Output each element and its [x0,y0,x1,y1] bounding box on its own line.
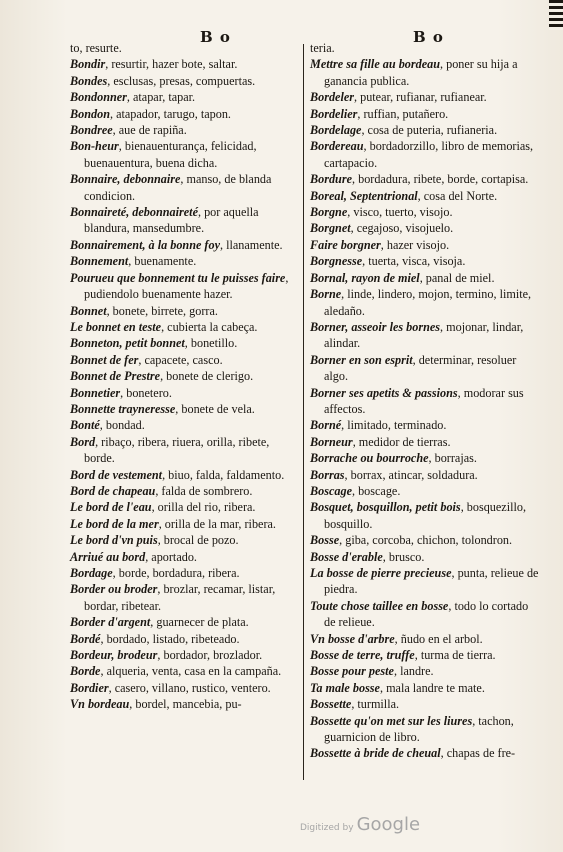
entry-headword: Bon-heur [70,139,119,154]
entry-definition: , atapar, tapar. [126,90,196,105]
entry-definition: , mojonar, lindar, alindar. [324,319,524,351]
entry-definition: , bonetillo. [184,336,238,351]
dictionary-entry [70,499,298,515]
entry-headword: Bondonner [70,90,127,105]
dictionary-entry [70,680,298,696]
dictionary-entry [70,368,298,384]
entry-definition: , bonete de vela. [175,401,255,416]
entry-definition: , ribaço, ribera, riuera, orilla, ribete, borde. [84,434,270,466]
entry-headword: Bordé [70,631,101,646]
entry-definition: , bordadorzillo, libro de memorias, cartapacio. [324,139,534,170]
entry-definition: , falda de sombrero. [155,483,253,498]
dictionary-entry [310,434,542,450]
dictionary-entry [310,631,542,647]
entry-headword: Boreal, Septentrional [310,188,418,203]
entry-definition: , cosa de puteria, rufianeria. [361,123,498,138]
dictionary-entry [310,499,542,532]
left-column [70,40,298,713]
entry-definition: , bordado, listado, ribeteado. [100,631,240,646]
entry-headword: Bossette à bride de cheual [310,746,441,761]
entry-definition: , cegajoso, visojuelo. [350,221,454,236]
entry-headword: La bosse de pierre precieuse [310,566,452,580]
entry-definition: , modorar sus affectos. [324,385,524,416]
entry-definition: , panal de miel. [419,270,495,285]
entry-definition: , poner su hija a ganancia publica. [324,57,518,88]
dictionary-entry [70,237,298,253]
dictionary-entry [310,237,542,253]
entry-definition: , limitado, terminado. [341,418,447,433]
entry-headword: Boscage [310,483,352,498]
dictionary-entry [310,286,542,319]
entry-headword: Bonnet de fer [70,352,139,367]
dictionary-entry [310,549,542,565]
dictionary-entry [310,56,542,89]
entry-definition: , biuo, falda, faldamento. [162,467,285,482]
entry-headword: Le bord de l'eau [70,500,152,515]
entry-headword: Toute chose taillee en bosse [310,598,449,613]
entry-headword: Bondon [70,106,110,121]
entry-definition: , resurtir, hazer bote, saltar. [105,57,238,72]
entry-definition: , medidor de tierras. [352,434,451,449]
entry-headword: Bondir [70,57,106,72]
entry-definition: , visco, tuerto, visojo. [347,205,453,220]
entry-definition: , bienauenturança, felicidad, buenauentura, buena dicha. [84,139,257,170]
entry-definition: teria. [310,41,335,55]
entry-headword: Bonnement [70,254,129,269]
dictionary-entry [70,204,298,237]
entry-definition: , turma de tierra. [414,648,496,663]
entry-definition: , borrax, atincar, soldadura. [344,467,478,482]
entry-headword: Le bord de la mer [70,516,159,531]
dictionary-entry [70,549,298,565]
entry-headword: Borde [70,664,101,679]
entry-definition: , casero, villano, rustico, ventero. [108,680,271,695]
dictionary-entry [310,89,542,105]
entry-definition: , bonete, birrete, gorra. [106,303,218,318]
dictionary-entry [310,385,542,418]
dictionary-entry [70,614,298,630]
entry-definition: , punta, relieue de piedra. [324,566,539,597]
entry-headword: Bonnaireté, debonnaireté [70,205,198,220]
entry-definition: , manso, de blanda condicion. [84,172,272,203]
entry-headword: Bordier [70,680,109,695]
entry-headword: Bondes [70,73,108,88]
dictionary-entry [70,663,298,679]
entry-headword: Faire borgner [310,237,381,252]
entry-headword: Borgne [310,205,348,220]
dictionary-entry [310,40,542,56]
dictionary-entry [70,89,298,105]
dictionary-entry [310,220,542,236]
entry-headword: Borras [310,467,345,482]
dictionary-entry [310,532,542,548]
entry-definition: , chapas de fre- [440,746,516,761]
entry-definition: , mala landre te mate. [379,680,485,695]
entry-definition: , guarnecer de plata. [150,615,249,630]
entry-definition: , tuerta, visca, visoja. [362,254,466,269]
entry-headword: Borné [310,418,342,433]
entry-headword: Bonnet de Prestre [70,369,161,384]
dictionary-entry [310,138,542,171]
dictionary-entry [310,204,542,220]
entry-headword: Borne [310,287,342,302]
entry-headword: Bosquet, bosquillon, petit bois [310,500,461,515]
dictionary-entry [70,434,298,467]
dictionary-entry [70,171,298,204]
entry-definition: , giba, corcoba, chichon, tolondron. [339,533,513,548]
dictionary-entry [310,122,542,138]
dictionary-entry [310,188,542,204]
entry-definition: , determinar, resoluer algo. [324,352,517,384]
entry-headword: Pourueu que bonnement tu le puisses faire [70,270,286,285]
entry-headword: Bonnette trayneresse [70,401,176,416]
entry-definition: , hazer visojo. [380,237,450,252]
entry-definition: , capacete, casco. [138,352,223,367]
dictionary-entry [70,647,298,663]
dictionary-entry [310,483,542,499]
entry-headword: Bordeler [310,90,355,105]
dictionary-entry [70,138,298,171]
dictionary-entry [310,171,542,187]
entry-headword: Bonnairement, à la bonne foy [70,237,220,252]
entry-headword: Bosse [310,533,340,548]
entry-definition: , todo lo cortado de relieue. [324,598,529,630]
entry-headword: Bord [70,434,96,449]
entry-headword: Bordeur, brodeur [70,648,158,663]
entry-definition: , tachon, guarnicion de libro. [324,713,514,745]
dictionary-entry [310,417,542,433]
entry-headword: Le bonnet en teste [70,319,162,334]
entry-headword: Vn bordeau [70,697,130,712]
google-logo: Google [356,814,421,835]
dictionary-entry [310,745,542,761]
dictionary-entry [70,270,298,303]
entry-definition: , linde, lindero, mojon, termino, limite, aledaño. [324,287,532,318]
entry-definition: , atapador, tarugo, tapon. [109,106,231,121]
dictionary-entry [70,696,298,712]
entry-headword: Borneur [310,434,353,449]
entry-headword: Borgnet [310,221,351,236]
dictionary-entry [310,663,542,679]
entry-definition: , alqueria, venta, casa en la campaña. [100,664,282,679]
entry-definition: , llanamente. [220,237,283,252]
entry-headword: Bordereau [310,139,364,154]
entry-headword: Bonnetier [70,385,121,400]
entry-definition: , pudiendolo buenamente hazer. [84,270,289,302]
entry-definition: , bordel, mancebia, pu- [129,697,242,712]
entry-headword: Mettre sa fille au bordeau [310,57,440,72]
entry-definition: , ñudo en el arbol. [394,631,483,646]
entry-definition: , borrajas. [428,451,477,466]
entry-definition: , bordador, brozlador. [157,648,263,663]
entry-definition: , brocal de pozo. [157,533,239,548]
entry-headword: Bord de chapeau [70,483,156,498]
dictionary-entry [70,122,298,138]
entry-headword: Bornal, rayon de miel [310,270,420,285]
dictionary-entry [310,565,542,598]
dictionary-entry [310,467,542,483]
dictionary-entry [70,581,298,614]
entry-definition: , borde, bordadura, ribera. [112,566,240,580]
entry-headword: Borner ses apetits & passions [310,385,458,400]
running-head-left: B o [200,28,231,46]
dictionary-entry [70,73,298,89]
dictionary-entry [70,631,298,647]
entry-headword: Bordage [70,566,113,580]
entry-headword: Bordure [310,172,352,187]
entry-headword: Bord de vestement [70,467,163,482]
entry-headword: Border ou broder [70,582,158,597]
entry-definition: , bonete de clerigo. [160,369,254,384]
dictionary-entry [70,335,298,351]
entry-definition: , ruffian, putañero. [357,106,449,121]
dictionary-entry [70,319,298,335]
dictionary-entry [70,483,298,499]
dictionary-entry [310,253,542,269]
dictionary-entry [70,417,298,433]
entry-definition: , putear, rufianar, rufianear. [354,90,487,105]
entry-definition: , orilla del rio, ribera. [151,500,256,515]
entry-definition: , bondad. [99,418,145,433]
dictionary-entry [310,696,542,712]
entry-headword: Bosse d'erable [310,549,383,564]
dictionary-entry [70,106,298,122]
dictionary-entry [310,647,542,663]
entry-headword: Le bord d'vn puis [70,533,158,548]
entry-headword: Ta male bosse [310,680,380,695]
entry-definition: , bonetero. [120,385,172,400]
entry-definition: , orilla de la mar, ribera. [158,516,276,531]
entry-definition: , landre. [393,664,434,679]
page-corner-edge [549,0,563,30]
dictionary-entry [310,713,542,746]
dictionary-entry [70,352,298,368]
dictionary-entry [70,303,298,319]
google-watermark [300,814,420,835]
column-divider [303,44,304,780]
entry-headword: Bonnet [70,303,107,318]
entry-headword: Bonnaire, debonnaire [70,172,181,187]
dictionary-entry [310,598,542,631]
dictionary-entry [70,401,298,417]
entry-definition: , bordadura, ribete, borde, cortapisa. [352,172,529,187]
dictionary-entry [310,319,542,352]
entry-headword: Bossette [310,697,352,712]
entry-definition: , boscage. [351,483,401,498]
entry-definition: , brozlar, recamar, listar, bordar, ribetear. [84,582,276,613]
entry-definition: , cosa del Norte. [417,188,498,203]
entry-headword: Bossette qu'on met sur les liures [310,713,473,728]
entry-headword: Borrache ou bourroche [310,451,429,466]
dictionary-entry [70,253,298,269]
entry-definition: , buenamente. [128,254,197,269]
running-head-right: B o [413,28,444,46]
right-column [310,40,542,762]
entry-definition: , por aquella blandura, mansedumbre. [84,205,259,236]
entry-headword: Bordelage [310,123,362,138]
entry-definition: , aue de rapiña. [112,123,187,138]
entry-definition: , aportado. [145,549,197,564]
dictionary-entry [310,352,542,385]
entry-headword: Borner en son esprit [310,352,413,367]
entry-headword: Bordelier [310,106,358,121]
digitized-by-label: Digitized by [300,823,354,833]
entry-headword: Border d'argent [70,615,151,630]
dictionary-entry [70,532,298,548]
entry-headword: Bonté [70,418,100,433]
dictionary-entry [70,385,298,401]
entry-definition: , bosquezillo, bosquillo. [324,500,527,531]
entry-definition: , brusco. [382,549,425,564]
entry-headword: Bonneton, petit bonnet [70,336,185,351]
dictionary-entry [310,450,542,466]
dictionary-entry [310,680,542,696]
entry-headword: Bondree [70,123,113,138]
dictionary-entry [310,106,542,122]
entry-headword: Vn bosse d'arbre [310,631,395,646]
dictionary-entry [70,467,298,483]
entry-definition: , cubierta la cabeça. [161,319,258,334]
entry-definition: , turmilla. [351,697,400,712]
entry-definition: , esclusas, presas, compuertas. [107,73,256,88]
dictionary-entry [70,565,298,581]
entry-headword: Bosse pour peste [310,664,394,679]
entry-headword: Arriué au bord [70,549,146,564]
dictionary-entry [70,516,298,532]
dictionary-entry [70,40,298,56]
entry-headword: Borgnesse [310,254,363,269]
entry-definition: to, resurte. [70,41,122,55]
entry-headword: Bosse de terre, truffe [310,648,415,663]
dictionary-entry [70,56,298,72]
entry-headword: Borner, asseoir les bornes [310,319,441,334]
dictionary-entry [310,270,542,286]
